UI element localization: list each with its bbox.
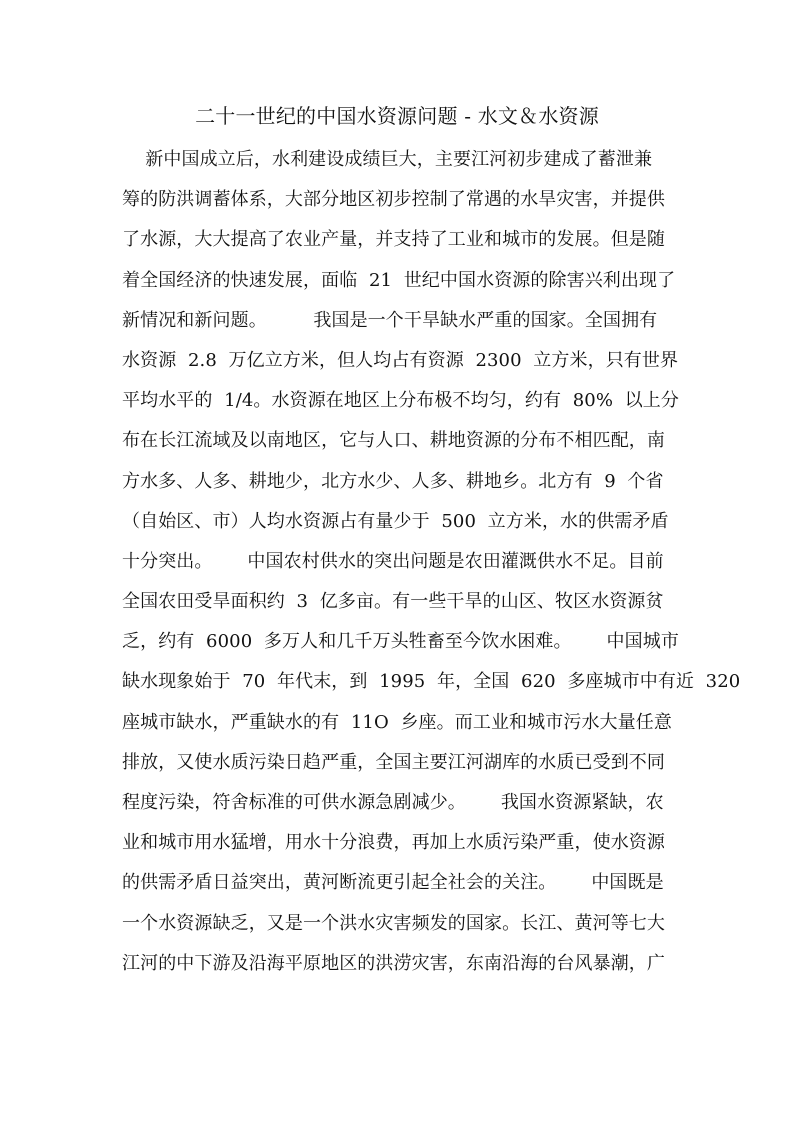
body-line: 水资源 2.8 万亿立方米，但人均占有资源 2300 立方米，只有世界 xyxy=(122,349,679,371)
body-line: 新中国成立后，水利建设成绩巨大，主要江河初步建成了蓄泄兼 xyxy=(122,149,653,170)
document-title: 二十一世纪的中国水资源问题 - 水文＆水资源 xyxy=(195,104,599,128)
body-line: 平均水平的 1/4。水资源在地区上分布极不均匀，约有 80% 以上分 xyxy=(122,390,680,412)
document-body xyxy=(122,140,741,984)
body-line: 十分突出。 中国农村供水的突出问题是农田灌溉供水不足。目前 xyxy=(122,550,664,572)
body-line: 布在长江流域及以南地区，它与人口、耕地资源的分布不相匹配，南 xyxy=(122,430,665,452)
body-line: 筹的防洪调蓄体系，大部分地区初步控制了常遇的水旱灾害，并提供 xyxy=(122,189,665,211)
body-line: 江河的中下游及沿海平原地区的洪涝灾害，东南沿海的台风暴潮，广 xyxy=(122,952,665,974)
body-line: 一个水资源缺乏，又是一个洪水灾害频发的国家。长江、黄河等七大 xyxy=(122,912,665,934)
body-line: 方水多、人多、耕地少，北方水少、人多、耕地乡。北方有 9 个省 xyxy=(122,470,664,492)
body-line: 乏，约有 6000 多万人和几千万头牲畜至今饮水困难。 中国城市 xyxy=(122,631,679,653)
body-line: 新情况和新问题。 我国是一个干旱缺水严重的国家。全国拥有 xyxy=(122,309,658,331)
body-line: 座城市缺水，严重缺水的有 11O 乡座。而工业和城市污水大量任意 xyxy=(122,711,672,733)
body-line: 业和城市用水猛增，用水十分浪费，再加上水质污染严重，使水资源 xyxy=(122,832,665,854)
body-line: 着全国经济的快速发展，面临 21 世纪中国水资源的除害兴利出现了 xyxy=(122,269,676,291)
body-line: 了水源，大大提高了农业产量，并支持了工业和城市的发展。但是随 xyxy=(122,229,665,251)
body-line: 程度污染，符舍标准的可供水源急剧减少。 我国水资源紧缺，农 xyxy=(122,792,664,813)
body-line: 全国农田受旱面积约 3 亿多亩。有一些干旱的山区、牧区水资源贫 xyxy=(122,591,664,613)
body-line: 缺水现象始于 70 年代末，到 1995 年，全国 620 多座城市中有近 320 xyxy=(122,671,741,693)
body-line: 的供需矛盾日益突出，黄河断流更引起全社会的关注。 中国既是 xyxy=(122,872,664,894)
body-line: 排放，又使水质污染日趋严重，全国主要江河湖库的水质已受到不同 xyxy=(122,751,665,773)
body-line: （自始区、市）人均水资源占有量少于 500 立方米，水的供需矛盾 xyxy=(122,510,669,532)
